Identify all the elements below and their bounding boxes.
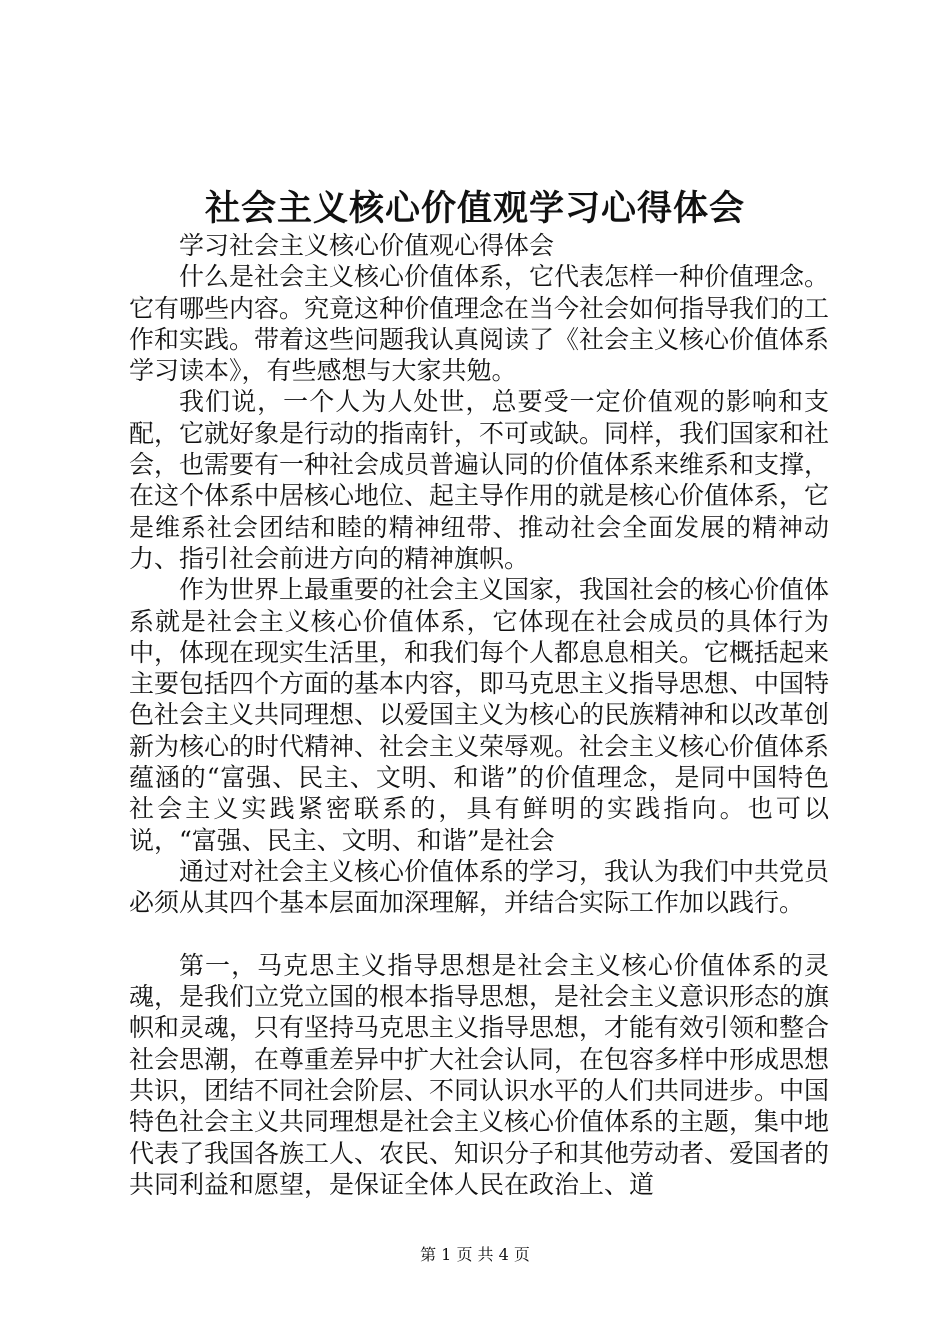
body-paragraph: 我们说，一个人为人处世，总要受一定价值观的影响和支配，它就好象是行动的指南针，不可或缺。同样，我们国家和社会，也需要有一种社会成员普遍认同的价值体系来维系和支撑，在这个体系中居核心地位、起主导作用的就是核心价值体系，它是维系社会团结和睦的精神纽带、推动社会全面发展的精神动力、指引社会前进方向的精神旗帜。 xyxy=(129,387,830,573)
body-paragraph: 第一，马克思主义指导思想是社会主义核心价值体系的灵魂，是我们立党立国的根本指导思想，是社会主义意识形态的旗帜和灵魂，只有坚持马克思主义指导思想，才能有效引领和整合社会思潮，在尊重差异中扩大社会认同，在包容多样中形成思想共识，团结不同社会阶层、不同认识水平的人们共同进步。中国特色社会主义共同理想是社会主义核心价值体系的主题，集中地代表了我国各族工人、农民、知识分子和其他劳动者、爱国者的共同利益和愿望，是保证全体人民在政治上、道 xyxy=(129,950,830,1199)
body-paragraph: 作为世界上最重要的社会主义国家，我国社会的核心价值体系就是社会主义核心价值体系，它体现在社会成员的具体行为中，体现在现实生活里，和我们每个人都息息相关。它概括起来主要包括四个方面的基本内容，即马克思主义指导思想、中国特色社会主义共同理想、以爱国主义为核心的民族精神和以改革创新为核心的时代精神、社会主义荣辱观。社会主义核心价值体系蕴涵的“富强、民主、文明、和谐”的价值理念，是同中国特色社会主义实践紧密联系的，具有鲜明的实践指向。也可以说，“富强、民主、文明、和谐”是社会 xyxy=(129,575,830,855)
body-paragraph: 通过对社会主义核心价值体系的学习，我认为我们中共党员必须从其四个基本层面加深理解，并结合实际工作加以践行。 xyxy=(129,856,830,918)
subtitle-paragraph: 学习社会主义核心价值观心得体会 xyxy=(179,231,555,260)
document-body xyxy=(129,230,829,1200)
page-footer: 第 1 页 共 4 页 xyxy=(420,1245,530,1264)
body-paragraph: 什么是社会主义核心价值体系，它代表怎样一种价值理念。它有哪些内容。究竟这种价值理念在当今社会如何指导我们的工作和实践。带着这些问题我认真阅读了《社会主义核心价值体系学习读本》，有些感想与大家共勉。 xyxy=(129,262,830,386)
document-title: 社会主义核心价值观学习心得体会 xyxy=(204,188,745,229)
